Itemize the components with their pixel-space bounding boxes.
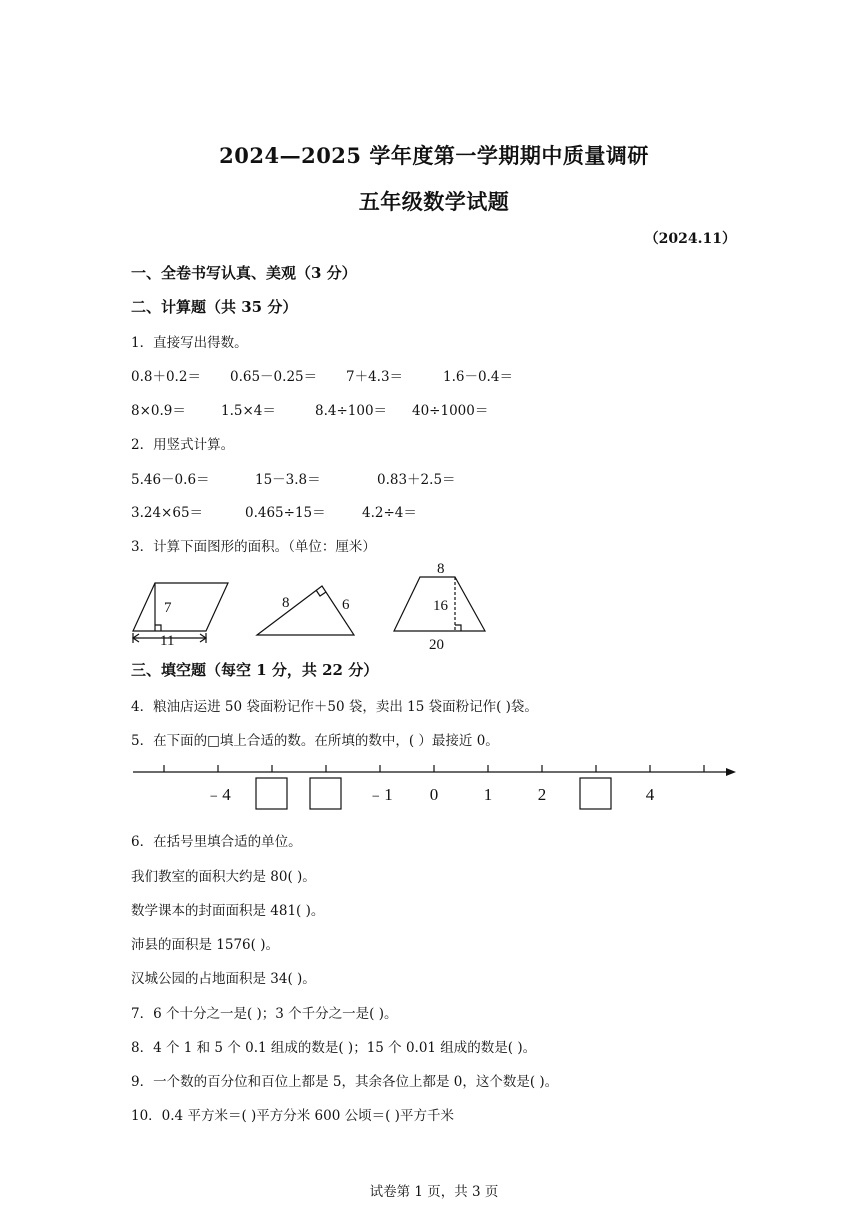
exam-date: （2024.11） — [644, 231, 736, 247]
q2-item: 4.2÷4＝ — [362, 505, 417, 521]
q2-item: 15－3.8＝ — [255, 472, 321, 488]
q2-item: 0.83＋2.5＝ — [377, 472, 456, 488]
q2-item: 5.46－0.6＝ — [131, 472, 210, 488]
number-line-ticks — [164, 765, 704, 772]
section3-heading: 三、填空题（每空 1 分，共 22 分） — [131, 661, 379, 679]
q2-item: 3.24×65＝ — [131, 505, 204, 521]
triangle-leg-b-label: 6 — [342, 597, 350, 613]
parallelogram-height-label: 7 — [164, 600, 172, 616]
q6-prompt: 6．在括号里填合适的单位。 — [131, 834, 302, 850]
q5-text: 5．在下面的□填上合适的数。在所填的数中，( ）最接近 0。 — [131, 733, 499, 749]
q8-text: 8．4 个 1 和 5 个 0.1 组成的数是( )；15 个 0.01 组成的数是( )。 — [131, 1040, 537, 1056]
parallelogram-figure — [133, 583, 228, 643]
number-line-label: 0 — [429, 785, 439, 804]
q4-text: 4．粮油店运进 50 袋面粉记作＋50 袋，卖出 15 袋面粉记作( )袋。 — [131, 699, 538, 715]
q3-figures — [0, 555, 868, 655]
q1-item: 40÷1000＝ — [412, 403, 489, 419]
q1-item: 0.65－0.25＝ — [230, 369, 318, 385]
q6-item: 沛县的面积是 1576( )。 — [131, 937, 279, 953]
q9-text: 9．一个数的百分位和百位上都是 5，其余各位上都是 0，这个数是( )。 — [131, 1074, 559, 1090]
trapezoid-top-label: 8 — [437, 561, 445, 577]
triangle-leg-a-label: 8 — [282, 595, 290, 611]
exam-title: 2024—2025 学年度第一学期期中质量调研 — [219, 143, 649, 168]
trapezoid-bottom-label: 20 — [429, 637, 444, 653]
q3-prompt: 3．计算下面图形的面积。（单位：厘米） — [131, 539, 376, 555]
q6-item: 汉城公园的占地面积是 34( )。 — [131, 971, 316, 987]
section2-heading: 二、计算题（共 35 分） — [131, 298, 298, 316]
number-line-label: ﹣1 — [367, 785, 393, 804]
number-line-label: ﹣4 — [205, 785, 231, 804]
number-line-label: 2 — [537, 785, 547, 804]
number-line-label: 4 — [645, 785, 655, 804]
q1-item: 7＋4.3＝ — [346, 369, 404, 385]
answer-box[interactable] — [310, 778, 341, 809]
q1-item: 1.5×4＝ — [221, 403, 276, 419]
q6-item: 我们教室的面积大约是 80( )。 — [131, 869, 316, 885]
q1-item: 0.8＋0.2＝ — [131, 369, 201, 385]
trapezoid-height-label: 16 — [433, 598, 448, 614]
q1-item: 8×0.9＝ — [131, 403, 186, 419]
number-line-label: 1 — [483, 785, 493, 804]
q2-item: 0.465÷15＝ — [245, 505, 326, 521]
answer-box[interactable] — [580, 778, 611, 809]
triangle-figure — [257, 586, 354, 635]
q7-text: 7．6 个十分之一是( )；3 个千分之一是( )。 — [131, 1006, 398, 1022]
exam-subtitle: 五年级数学试题 — [358, 189, 510, 214]
q6-item: 数学课本的封面面积是 481( )。 — [131, 903, 325, 919]
q1-item: 8.4÷100＝ — [315, 403, 388, 419]
section1-heading: 一、全卷书写认真、美观（3 分） — [131, 264, 357, 282]
q1-item: 1.6－0.4＝ — [443, 369, 513, 385]
q2-prompt: 2．用竖式计算。 — [131, 437, 235, 453]
q1-prompt: 1．直接写出得数。 — [131, 335, 248, 351]
page-footer: 试卷第 1 页，共 3 页 — [369, 1184, 499, 1200]
number-line-arrow — [726, 768, 736, 776]
q10-text: 10．0.4 平方米＝( )平方分米 600 公顷＝( )平方千米 — [131, 1108, 454, 1124]
number-line — [0, 755, 868, 815]
answer-box[interactable] — [256, 778, 287, 809]
parallelogram-base-label: 11 — [160, 633, 175, 649]
